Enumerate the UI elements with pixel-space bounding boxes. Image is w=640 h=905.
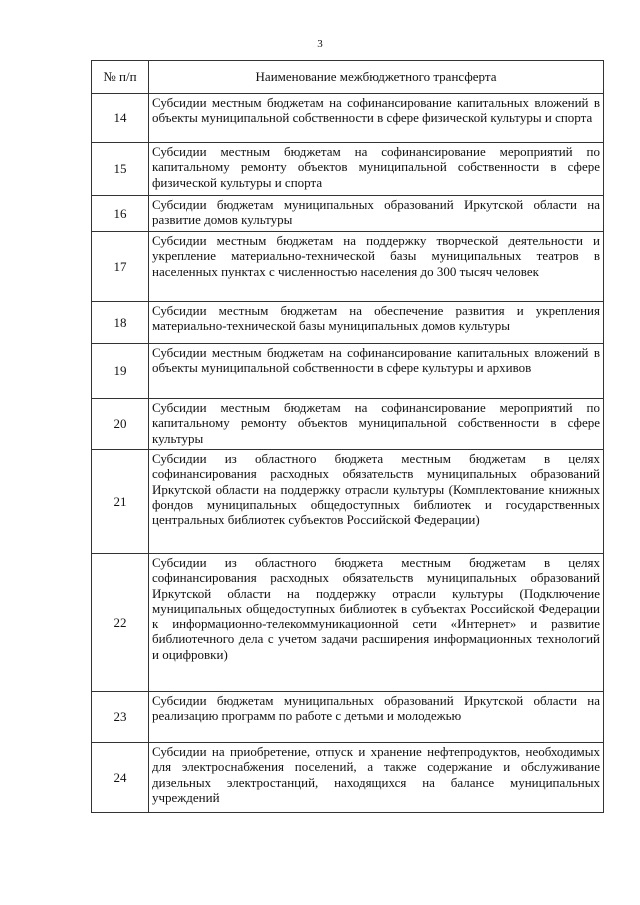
row-number: 15 xyxy=(92,143,149,196)
table-row xyxy=(92,94,604,143)
table-header-row xyxy=(92,61,604,94)
table-row xyxy=(92,554,604,692)
row-number: 22 xyxy=(92,554,149,692)
row-name: Субсидии из областного бюджета местным бюджетам в целях софинансирования расходных обязательств муниципальных образований Иркутской области на поддержку отрасли культуры (Подключение муниципальных общедоступных библиотек в субъектах Российской Федерации к информационно-телекоммуникационной сети «Интернет» и развитие библиотечного дела с учетом задачи расширения информационных технологий и оцифровки) xyxy=(149,554,604,692)
row-name: Субсидии бюджетам муниципальных образований Иркутской области на реализацию программ по работе с детьми и молодежью xyxy=(149,692,604,743)
page-number: 3 xyxy=(317,38,323,50)
row-name: Субсидии местным бюджетам на обеспечение развития и укрепления материально-технической базы муниципальных домов культуры xyxy=(149,302,604,344)
row-name: Субсидии местным бюджетам на поддержку творческой деятельности и укрепление материально-технической базы муниципальных театров в населенных пунктах с численностью населения до 300 тысяч человек xyxy=(149,232,604,302)
row-number: 21 xyxy=(92,450,149,554)
row-number: 17 xyxy=(92,232,149,302)
table-row xyxy=(92,743,604,813)
row-number: 20 xyxy=(92,399,149,450)
row-name: Субсидии местным бюджетам на софинансирование мероприятий по капитальному ремонту объектов муниципальной собственности в сфере физической культуры и спорта xyxy=(149,143,604,196)
row-name: Субсидии местным бюджетам на софинансирование мероприятий по капитальному ремонту объектов муниципальной собственности в сфере культуры xyxy=(149,399,604,450)
row-number: 18 xyxy=(92,302,149,344)
transfers-table xyxy=(91,60,604,813)
row-name: Субсидии местным бюджетам на софинансирование капитальных вложений в объекты муниципальной собственности в сфере культуры и архивов xyxy=(149,344,604,399)
row-number: 16 xyxy=(92,196,149,232)
table-row xyxy=(92,143,604,196)
row-name: Субсидии из областного бюджета местным бюджетам в целях софинансирования расходных обязательств муниципальных образований Иркутской области на поддержку отрасли культуры (Комплектование книжных фондов муниципальных общедоступных библиотек и государственных центральных библиотек субъектов Российской Федерации) xyxy=(149,450,604,554)
table-row xyxy=(92,232,604,302)
header-name: Наименование межбюджетного трансферта xyxy=(149,61,604,94)
row-number: 19 xyxy=(92,344,149,399)
row-number: 23 xyxy=(92,692,149,743)
row-number: 14 xyxy=(92,94,149,143)
table-row xyxy=(92,450,604,554)
row-name: Субсидии местным бюджетам на софинансирование капитальных вложений в объекты муниципальной собственности в сфере физической культуры и спорта xyxy=(149,94,604,143)
table-row xyxy=(92,196,604,232)
row-name: Субсидии на приобретение, отпуск и хранение нефтепродуктов, необходимых для электроснабжения поселений, а также содержание и обслуживание дизельных электростанций, находящихся на балансе муниципальных учреждений xyxy=(149,743,604,813)
header-number: № п/п xyxy=(92,61,149,94)
table-row xyxy=(92,302,604,344)
table-row xyxy=(92,692,604,743)
row-name: Субсидии бюджетам муниципальных образований Иркутской области на развитие домов культуры xyxy=(149,196,604,232)
table-row xyxy=(92,399,604,450)
table-row xyxy=(92,344,604,399)
row-number: 24 xyxy=(92,743,149,813)
